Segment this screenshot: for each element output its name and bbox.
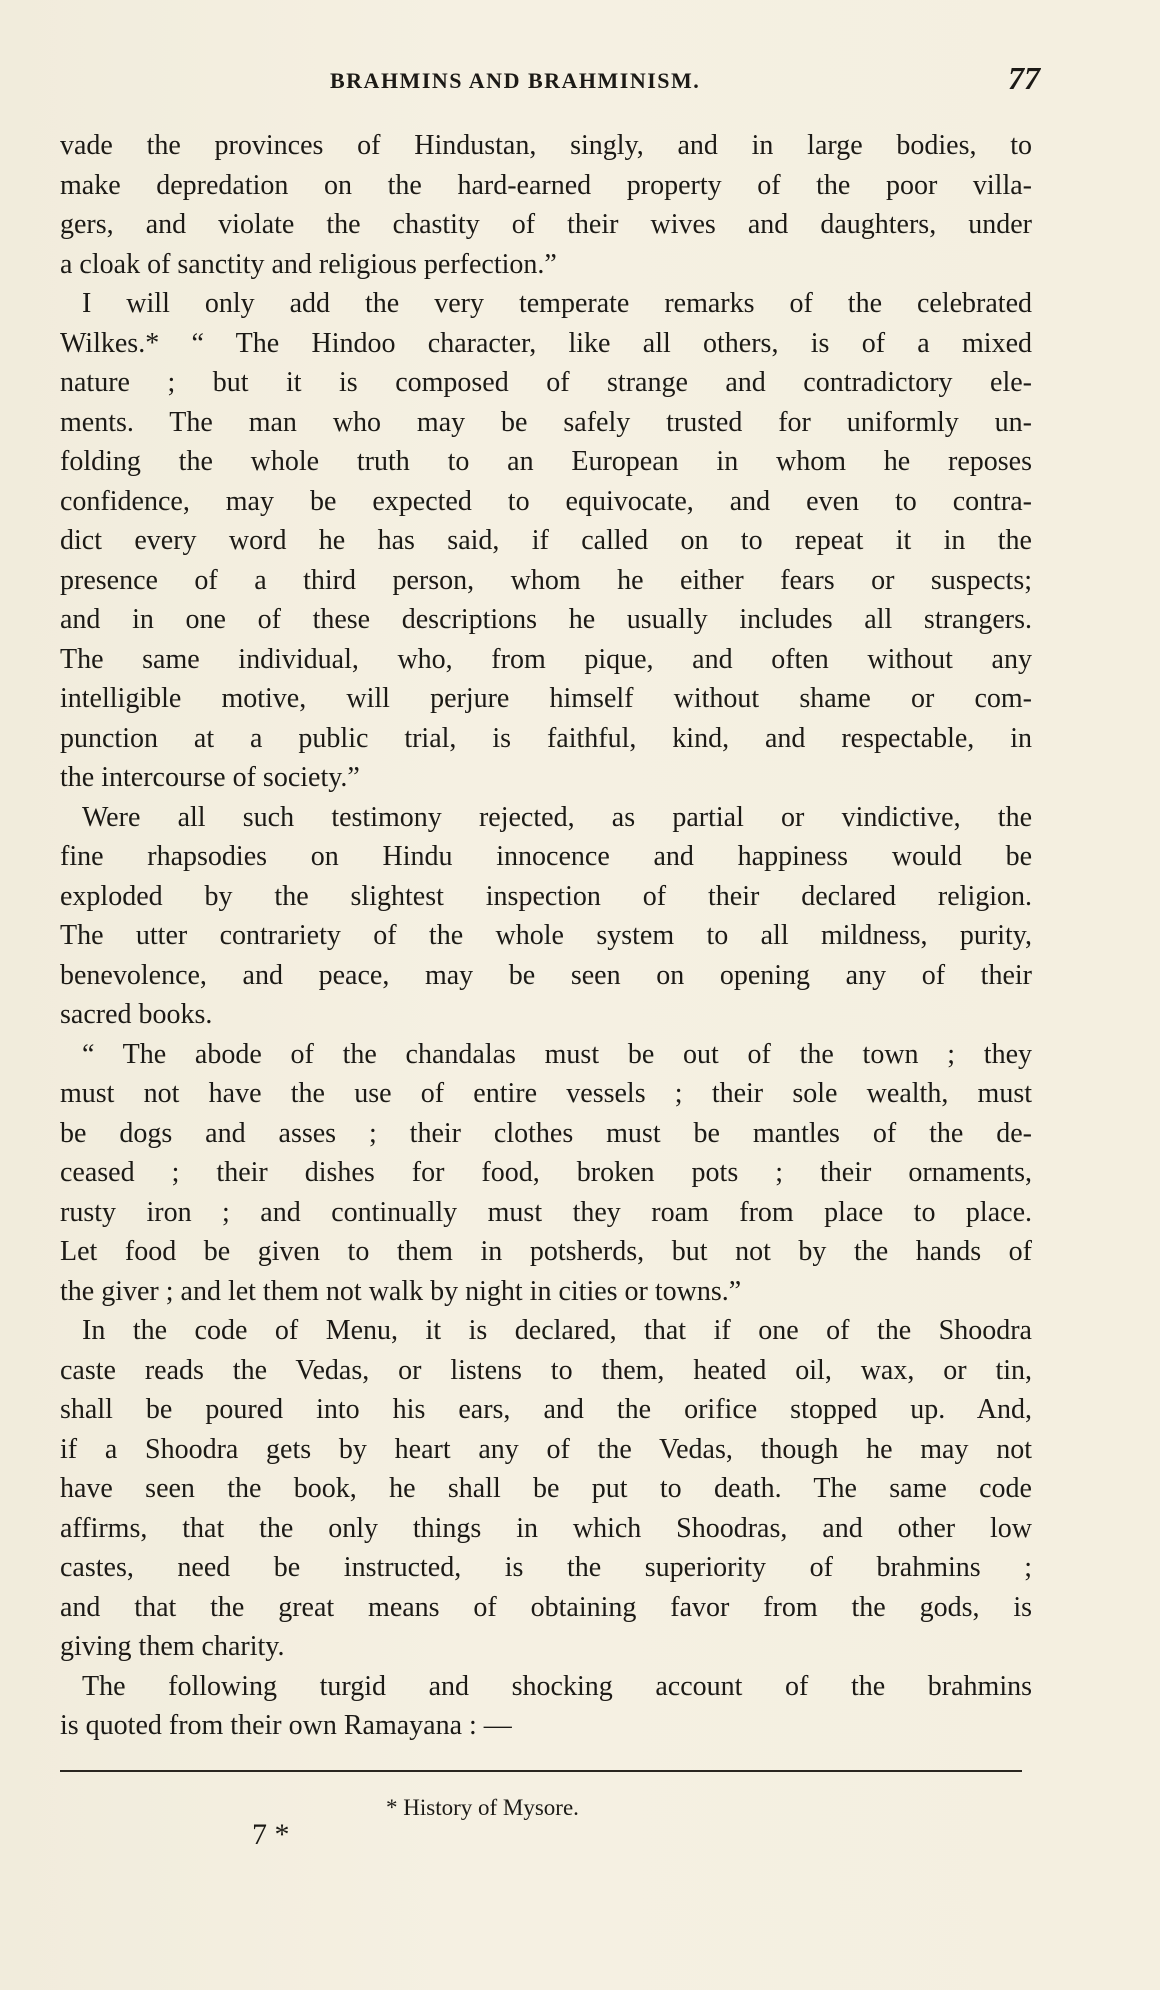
text-line: be dogs and asses ; their clothes must be mantles of the de- (60, 1117, 1032, 1149)
text-line: vade the provinces of Hindustan, singly, and in large bodies, to (60, 130, 1032, 161)
text-line: if a Shoodra gets by heart any of the Vedas, though he may not (60, 1433, 1032, 1465)
text-line: the intercourse of society.” (60, 762, 360, 793)
paragraph-start-line: In the code of Menu, it is declared, that if one of the Shoodra (82, 1315, 1032, 1346)
text-line: caste reads the Vedas, or listens to them, heated oil, wax, or tin, (60, 1354, 1032, 1386)
text-line: dict every word he has said, if called on to repeat it in the (60, 525, 1032, 556)
text-line: sacred books. (60, 999, 213, 1030)
text-line: giving them charity. (60, 1631, 285, 1662)
text-line: punction at a public trial, is faithful, kind, and respectable, in (60, 722, 1032, 754)
text-line: confidence, may be expected to equivocate, and even to contra- (60, 485, 1032, 517)
footnote-divider (60, 1770, 1022, 1772)
text-line: affirms, that the only things in which Shoodras, and other low (60, 1512, 1032, 1544)
text-line: is quoted from their own Ramayana : — (60, 1710, 512, 1741)
text-line: Let food be given to them in potsherds, but not by the hands of (60, 1236, 1032, 1267)
text-line: The utter contrariety of the whole system to all mildness, purity, (60, 920, 1032, 951)
text-line: must not have the use of entire vessels ; their sole wealth, must (60, 1078, 1032, 1109)
page-header (60, 60, 1040, 100)
text-line: shall be poured into his ears, and the orifice stopped up. And, (60, 1394, 1032, 1425)
text-line: gers, and violate the chastity of their wives and daughters, under (60, 209, 1032, 240)
text-line: have seen the book, he shall be put to death. The same code (60, 1473, 1032, 1504)
text-line: exploded by the slightest inspection of their declared religion. (60, 880, 1032, 912)
running-title: BRAHMINS AND BRAHMINISM. (330, 68, 701, 93)
text-line: fine rhapsodies on Hindu innocence and happiness would be (60, 841, 1032, 872)
paragraph-start-line: Were all such testimony rejected, as partial or vindictive, the (82, 801, 1032, 833)
text-line: Wilkes.* “ The Hindoo character, like all others, is of a mixed (60, 327, 1032, 359)
text-line: and that the great means of obtaining favor from the gods, is (60, 1591, 1032, 1623)
text-line: a cloak of sanctity and religious perfection.” (60, 248, 557, 280)
text-line: ceased ; their dishes for food, broken pots ; their ornaments, (60, 1157, 1032, 1188)
paragraph-start-line: I will only add the very temperate remarks of the celebrated (82, 288, 1032, 319)
text-line: make depredation on the hard-earned property of the poor villa- (60, 169, 1032, 201)
text-line: folding the whole truth to an European in whom he reposes (60, 446, 1032, 477)
text-line: nature ; but it is composed of strange and contradictory ele- (60, 367, 1032, 398)
page-number: 77 (1008, 60, 1040, 96)
body-text (60, 126, 1032, 1746)
text-line: ments. The man who may be safely trusted for uniformly un- (60, 406, 1032, 438)
text-line: and in one of these descriptions he usually includes all strangers. (60, 604, 1032, 635)
text-line: rusty iron ; and continually must they roam from place to place. (60, 1196, 1032, 1228)
paragraph-start-line: The following turgid and shocking account of the brahmins (82, 1670, 1032, 1702)
text-line: the giver ; and let them not walk by night in cities or towns.” (60, 1275, 742, 1307)
text-line: The same individual, who, from pique, and often without any (60, 643, 1032, 675)
footnote: * History of Mysore. (386, 1795, 579, 1820)
text-line: presence of a third person, whom he either fears or suspects; (60, 564, 1032, 596)
text-line: castes, need be instructed, is the superiority of brahmins ; (60, 1552, 1032, 1583)
signature-mark: 7 * (252, 1818, 290, 1851)
text-line: benevolence, and peace, may be seen on opening any of their (60, 959, 1032, 991)
text-line: intelligible motive, will perjure himself without shame or com- (60, 683, 1032, 714)
paragraph-start-line: “ The abode of the chandalas must be out of the town ; they (82, 1038, 1032, 1070)
